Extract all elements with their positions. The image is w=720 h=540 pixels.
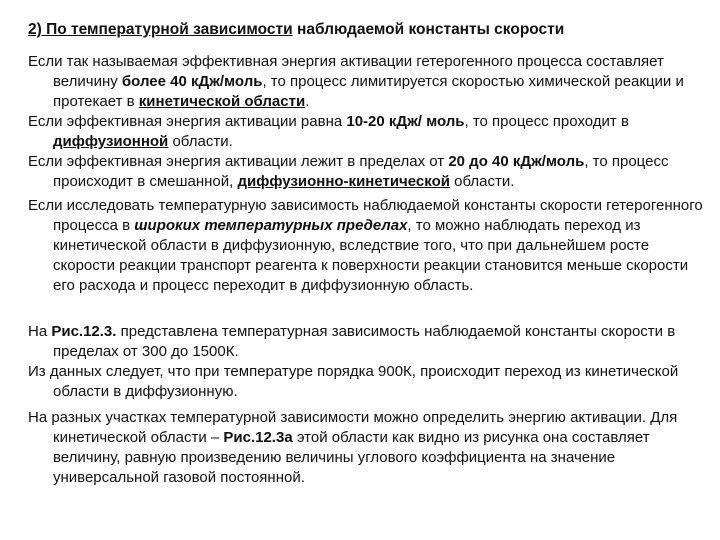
text-span: области. xyxy=(168,133,233,150)
text-span: Если эффективная энергия активации лежит в пределах от xyxy=(28,153,449,170)
bold-span: 20 до 40 кДж/моль xyxy=(448,153,585,170)
bold-underlined-span: кинетической области xyxy=(138,93,306,110)
activation-energy-determination xyxy=(28,408,708,488)
criterion-mixed xyxy=(28,152,708,192)
paragraph xyxy=(28,322,708,362)
wide-temperature-paragraph xyxy=(28,196,708,296)
bold-span: более 40 кДж/моль xyxy=(121,73,263,90)
text-span: На xyxy=(28,323,52,340)
text-span: , то можно наблюдать переход из кинетической области в диффузионную, вследствие того, что при дальнейшем росте скорости реакции транспорт реагента к поверхности реакции становится меньше скорости его расхода и процесс переходит в диффузионную область. xyxy=(53,217,689,294)
bold-span: 10-20 кДж/ моль xyxy=(346,113,465,130)
bold-underlined-span: диффузионной xyxy=(53,133,169,150)
text-span: На разных участках температурной зависимости можно определить энергию активации. Для кинетической области – xyxy=(28,409,678,446)
bold-span: Рис.12.3. xyxy=(51,323,117,340)
slide-heading xyxy=(28,20,564,40)
text-span: Если исследовать температурную зависимость наблюдаемой константы скорости гетерогенного процесса в xyxy=(28,197,703,234)
text-span: представлена температурная зависимость наблюдаемой константы скорости в пределах от 300 до 1500К. xyxy=(53,323,676,360)
text-span: . xyxy=(305,93,310,110)
text-span: области. xyxy=(449,173,515,190)
text-span: Если так называемая эффективная энергия активации гетерогенного процесса составляет величину xyxy=(28,53,664,90)
text-span: , то процесс лимитируется скоростью химической реакции и протекает в xyxy=(53,73,684,110)
heading-underlined-part: 2) По температурной зависимости xyxy=(28,21,293,38)
criterion-kinetic xyxy=(28,52,708,112)
text-span: , то процесс проходит в xyxy=(464,113,629,130)
activation-energy-criteria xyxy=(28,52,708,192)
text-span: этой области как видно из рисунка она составляет величину, равную произведению величины углового коэффициента на значение универсальной газовой постоянной. xyxy=(53,429,650,486)
text-span: , то процесс происходит в смешанной, xyxy=(53,153,669,190)
bold-span: Рис.12.3а xyxy=(223,429,293,446)
heading-rest: наблюдаемой константы скорости xyxy=(292,21,565,38)
figure-reference-paragraphs xyxy=(28,322,708,402)
text-span: Если эффективная энергия активации равна xyxy=(28,113,347,130)
text-span: Из данных следует, что при температуре порядка 900К, происходит переход из кинетической области в диффузионную. xyxy=(28,363,679,400)
criterion-diffusion xyxy=(28,112,708,152)
bold-underlined-span: диффузионно-кинетической xyxy=(237,173,450,190)
paragraph xyxy=(28,362,708,402)
paragraph xyxy=(28,196,708,296)
bold-italic-span: широких температурных пределах xyxy=(134,217,408,234)
paragraph xyxy=(28,408,708,488)
